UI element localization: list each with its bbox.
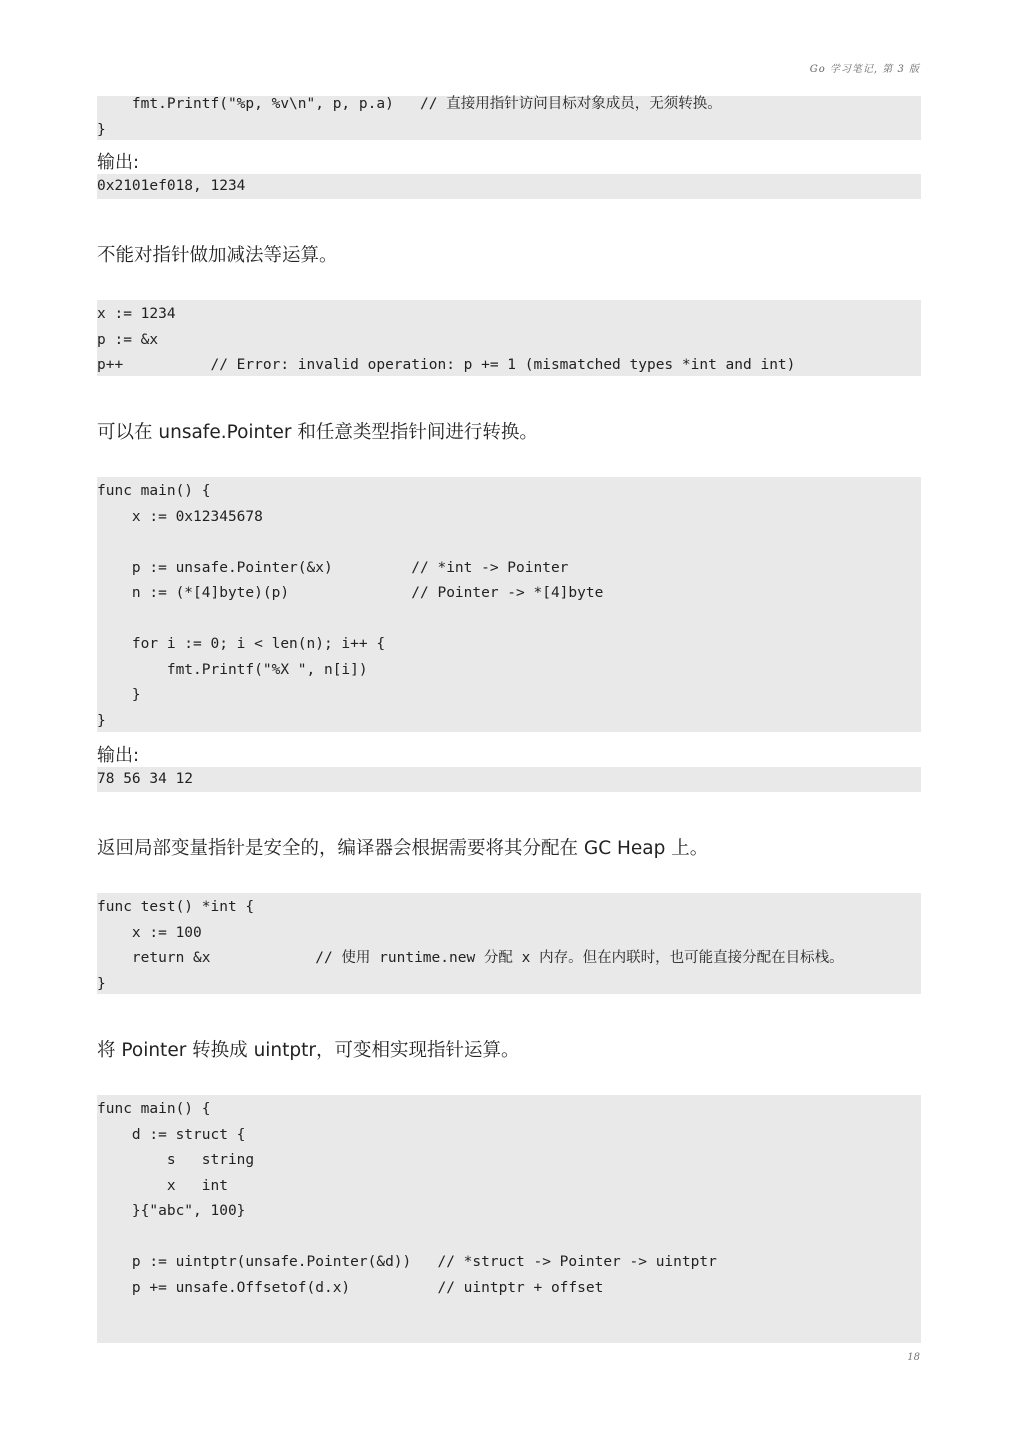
output-label: 输出: [97, 745, 140, 766]
paragraph-uintptr: 将 Pointer 转换成 uintptr，可变相实现指针运算。 [97, 1040, 520, 1061]
output-block [97, 174, 921, 199]
output-text: 0x2101ef018, 1234 [97, 178, 246, 194]
output-label: 输出: [97, 152, 140, 173]
code-block-test-func [97, 893, 921, 994]
code-block-printf [97, 96, 921, 140]
output-text: 78 56 34 12 [97, 771, 194, 787]
output-block [97, 767, 921, 792]
code-block-uintptr-main [97, 1095, 921, 1343]
code-block-pointer-arith [97, 300, 921, 376]
code-block-unsafe-main [97, 477, 921, 732]
code-text: fmt.Printf("%p, %v\n", p, p.a) // 直接用指针访问目标对象成员，无须转换。 } [97, 96, 722, 138]
code-text: func test() *int { x := 100 return &x // 使用 runtime.new 分配 x 内存。但在内联时，也可能直接分配在目标栈。 } [97, 899, 844, 992]
running-header: Go 学习笔记, 第 3 版 [809, 64, 920, 75]
code-text: x := 1234 p := &x p++ // Error: invalid operation: p += 1 (mismatched types *int and int) [97, 306, 796, 373]
code-text: func main() { x := 0x12345678 p := unsafe.Pointer(&x) // *int -> Pointer n := (*[4]byte)(p) // Pointer -> *[4]byte for i := 0; i < len(n); i++ { fmt.Printf("%X ", n[i]) } } [97, 483, 604, 729]
paragraph-no-arithmetic: 不能对指针做加减法等运算。 [97, 245, 338, 266]
paragraph-local-pointer: 返回局部变量指针是安全的，编译器会根据需要将其分配在 GC Heap 上。 [97, 838, 709, 859]
paragraph-unsafe-pointer: 可以在 unsafe.Pointer 和任意类型指针间进行转换。 [97, 422, 538, 443]
page-number: 18 [907, 1352, 920, 1363]
code-text: func main() { d := struct { s string x int }{"abc", 100} p := uintptr(unsafe.Pointer(&d)) // *struct -> Pointer -> uintptr p += unsafe.Offsetof(d.x) // uintptr + offset [97, 1101, 717, 1296]
